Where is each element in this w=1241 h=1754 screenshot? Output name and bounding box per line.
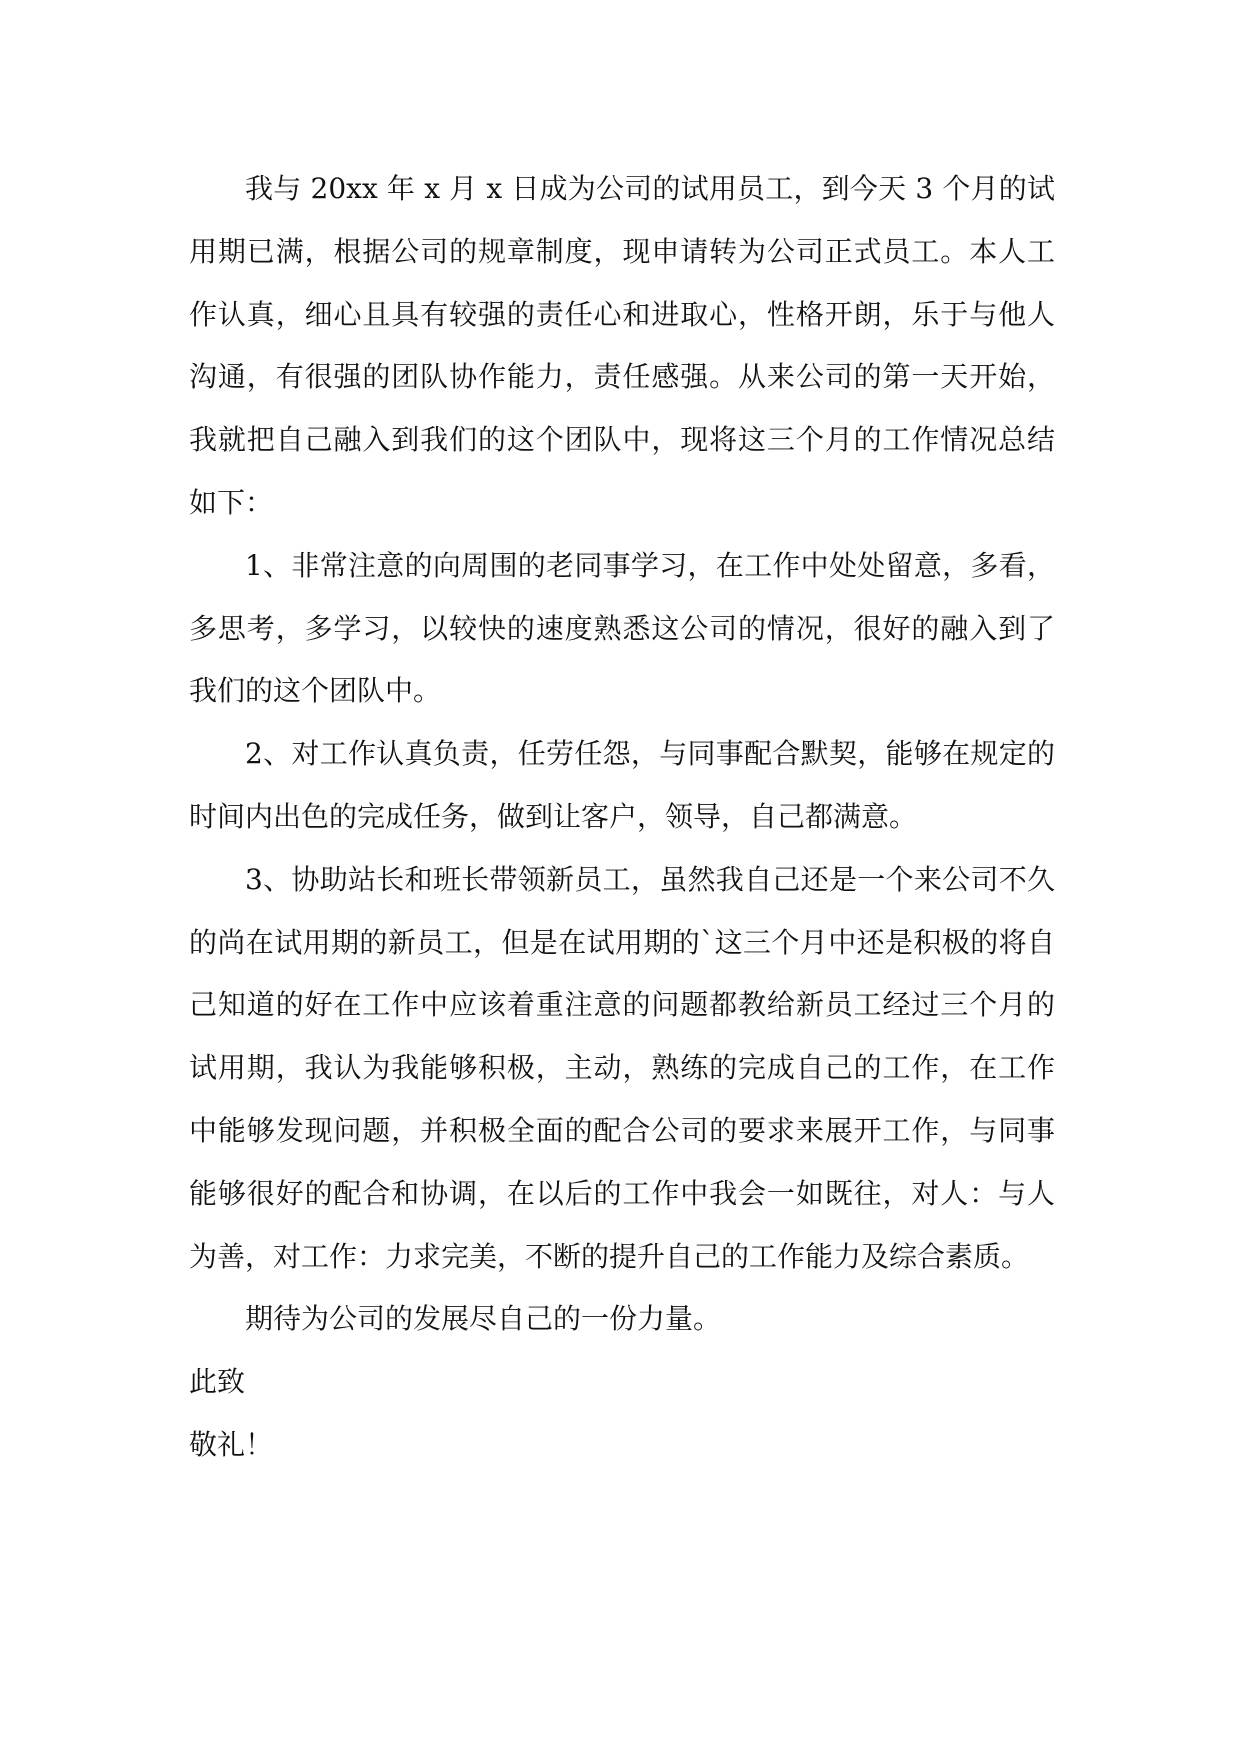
- paragraph-point-2: 2、对工作认真负责，任劳任怨，与同事配合默契，能够在规定的时间内出色的完成任务，做到让客户，领导，自己都满意。: [189, 737, 1055, 833]
- paragraph-point-3: 3、协助站长和班长带领新员工，虽然我自己还是一个来公司不久的尚在试用期的新员工，但是在试用期的`这三个月中还是积极的将自己知道的好在工作中应该着重注意的问题都教给新员工经过三个月的试用期，我认为我能够积极，主动，熟练的完成自己的工作，在工作中能够发现问题，并积极全面的配合公司的要求来展开工作，与同事能够很好的配合和协调，在以后的工作中我会一如既往，对人：与人为善，对工作：力求完美，不断的提升自己的工作能力及综合素质。: [189, 862, 1055, 1273]
- paragraph-expectation: 期待为公司的发展尽自己的一份力量。: [245, 1302, 722, 1336]
- closing-regards: 敬礼！: [189, 1427, 274, 1461]
- document-body: [189, 158, 1055, 1477]
- paragraph-intro: 我与 20xx 年 x 月 x 日成为公司的试用员工，到今天 3 个月的试用期已满，根据公司的规章制度，现申请转为公司正式员工。本人工作认真，细心且具有较强的责任心和进取心，性格开朗，乐于与他人沟通，有很强的团队协作能力，责任感强。从来公司的第一天开始，我就把自己融入到我们的这个团队中，现将这三个月的工作情况总结如下：: [189, 172, 1055, 519]
- closing-salutation: 此致: [189, 1365, 246, 1399]
- paragraph-point-1: 1、非常注意的向周围的老同事学习，在工作中处处留意，多看，多思考，多学习，以较快的速度熟悉这公司的情况，很好的融入到了我们的这个团队中。: [189, 548, 1055, 708]
